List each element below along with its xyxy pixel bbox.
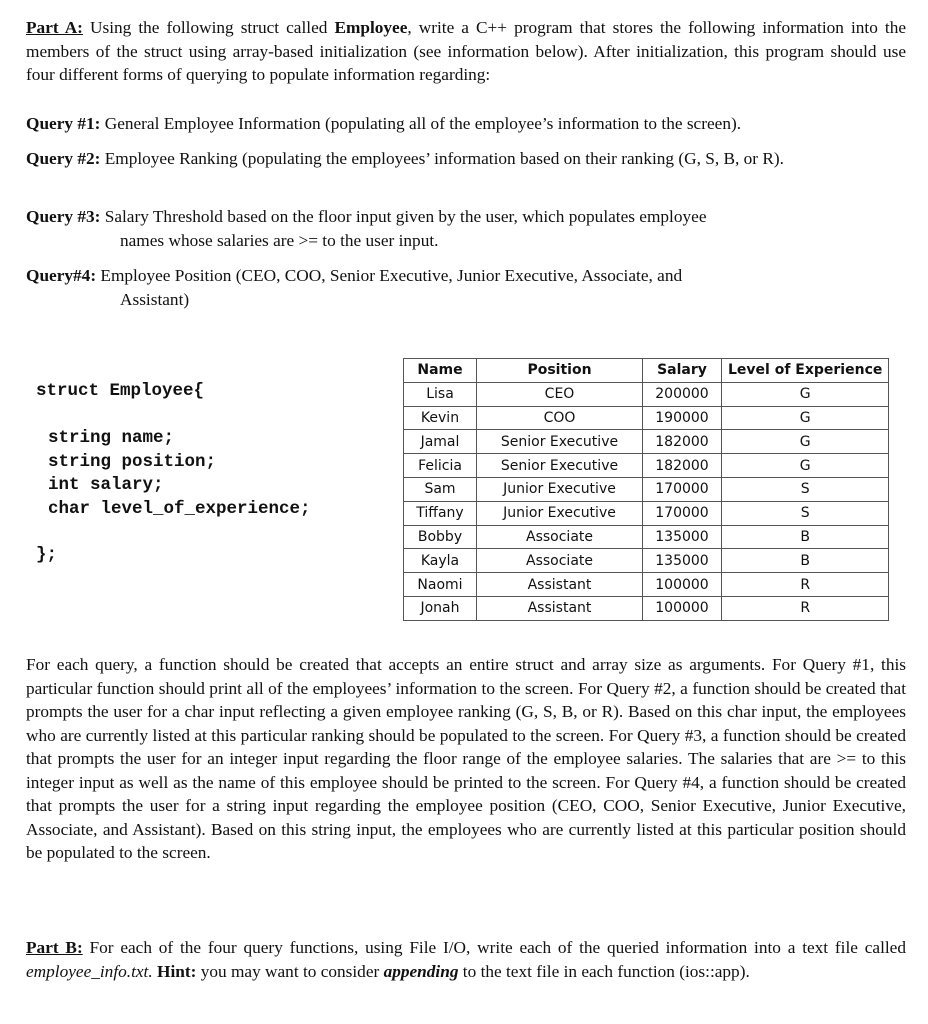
cell-salary: 200000 (643, 382, 722, 406)
cell-position: Assistant (477, 573, 643, 597)
cell-level: G (722, 382, 889, 406)
table-row (404, 406, 889, 430)
cell-position: Senior Executive (477, 430, 643, 454)
code-line-position: string position; (48, 452, 217, 472)
cell-position: Assistant (477, 596, 643, 620)
table-row (404, 573, 889, 597)
header-name: Name (404, 359, 477, 383)
cell-level: S (722, 501, 889, 525)
cell-position: Junior Executive (477, 477, 643, 501)
query-2-text: Employee Ranking (populating the employees’ information based on their ranking (G, S, B, or R). (100, 149, 784, 168)
cell-position: Junior Executive (477, 501, 643, 525)
employee-table (403, 358, 889, 621)
cell-level: G (722, 430, 889, 454)
cell-level: S (722, 477, 889, 501)
query-4-text: Employee Position (CEO, COO, Senior Executive, Junior Executive, Associate, and (96, 266, 683, 285)
table-row (404, 477, 889, 501)
struct-name: Employee (334, 18, 408, 37)
hint-label: Hint: (157, 961, 197, 981)
part-a-text: Using the following struct called (82, 18, 335, 37)
part-a-intro (26, 16, 906, 87)
table-header-row (404, 359, 889, 383)
header-position: Position (477, 359, 643, 383)
cell-name: Jonah (404, 596, 477, 620)
cell-name: Tiffany (404, 501, 477, 525)
code-line-level: char level_of_experience; (48, 499, 311, 519)
part-b-text: For each of the four query functions, using File I/O, write each of the queried information into a text file called (82, 938, 906, 957)
table-row (404, 454, 889, 478)
table-row (404, 382, 889, 406)
query-3 (26, 205, 906, 252)
cell-name: Naomi (404, 573, 477, 597)
cell-level: B (722, 549, 889, 573)
cell-name: Lisa (404, 382, 477, 406)
cell-salary: 100000 (643, 573, 722, 597)
query-1-text: General Employee Information (populating all of the employee’s information to the screen). (100, 114, 742, 133)
query-4 (26, 264, 906, 311)
appending-emphasis: appending (383, 961, 459, 981)
code-line-salary: int salary; (48, 475, 164, 495)
part-b (26, 936, 906, 983)
cell-salary: 170000 (643, 477, 722, 501)
cell-name: Bobby (404, 525, 477, 549)
table-row (404, 501, 889, 525)
part-b-text-3: to the text file in each function (ios::app). (458, 961, 750, 981)
query-1-label: Query #1: (26, 114, 101, 133)
query-3-label: Query #3: (26, 207, 101, 226)
filename: employee_info.txt. (26, 961, 153, 981)
cell-level: G (722, 454, 889, 478)
cell-position: CEO (477, 382, 643, 406)
cell-name: Kayla (404, 549, 477, 573)
cell-level: R (722, 573, 889, 597)
cell-name: Kevin (404, 406, 477, 430)
cell-level: G (722, 406, 889, 430)
part-a-label: Part A: (26, 18, 83, 37)
query-3-text: Salary Threshold based on the floor input given by the user, which populates employee (100, 207, 707, 226)
header-level: Level of Experience (722, 359, 889, 383)
query-4-label: Query#4: (26, 266, 97, 285)
part-b-label: Part B: (26, 938, 83, 957)
cell-salary: 182000 (643, 430, 722, 454)
cell-salary: 135000 (643, 525, 722, 549)
cell-name: Sam (404, 477, 477, 501)
cell-salary: 182000 (643, 454, 722, 478)
code-line-struct: struct Employee{ (36, 381, 205, 401)
cell-salary: 190000 (643, 406, 722, 430)
cell-level: B (722, 525, 889, 549)
cell-position: Associate (477, 549, 643, 573)
cell-name: Felicia (404, 454, 477, 478)
part-a-text-cont: , write a C++ program that stores the following information into the members of the struct using array-based initialization (see information below). After initialization, this program should use four different forms of querying to populate information regarding: (26, 18, 907, 84)
table-row (404, 430, 889, 454)
cell-position: Associate (477, 525, 643, 549)
cell-position: COO (477, 406, 643, 430)
cell-salary: 100000 (643, 596, 722, 620)
instructions-paragraph: For each query, a function should be created that accepts an entire struct and array size as arguments. For Query #1, this particular function should print all of the employees’ information to the screen. For Query #2, a function should be created that prompts the user for a char input reflecting a given employee ranking (G, S, B, or R). Based on this char input, the employees who are currently listed at this particular ranking should be populated to the screen. For Query #3, a function should be created that prompts the user for an integer input regarding the floor range of the employee salaries. The salaries that are >= to this integer input as well as the name of this employee should be printed to the screen. For Query #4, a function should be created that prompts the user for a string input regarding the employee position (CEO, COO, Senior Executive, Junior Executive, Associate, and Assistant). Based on this string input, the employees who are currently listed at this particular position should be populated to the screen. (26, 655, 906, 862)
table-row (404, 549, 889, 573)
cell-salary: 170000 (643, 501, 722, 525)
cell-salary: 135000 (643, 549, 722, 573)
query-1 (26, 112, 906, 136)
table-row (404, 525, 889, 549)
part-b-text-2: you may want to consider (196, 961, 384, 981)
code-line-close: }; (36, 545, 58, 565)
header-salary: Salary (643, 359, 722, 383)
query-3-text-cont: names whose salaries are >= to the user input. (120, 230, 439, 250)
query-2 (26, 147, 906, 171)
table-row (404, 596, 889, 620)
query-2-label: Query #2: (26, 149, 101, 168)
cell-level: R (722, 596, 889, 620)
code-line-name: string name; (48, 428, 175, 448)
query-4-text-cont: Assistant) (120, 289, 190, 309)
cell-name: Jamal (404, 430, 477, 454)
cell-position: Senior Executive (477, 454, 643, 478)
